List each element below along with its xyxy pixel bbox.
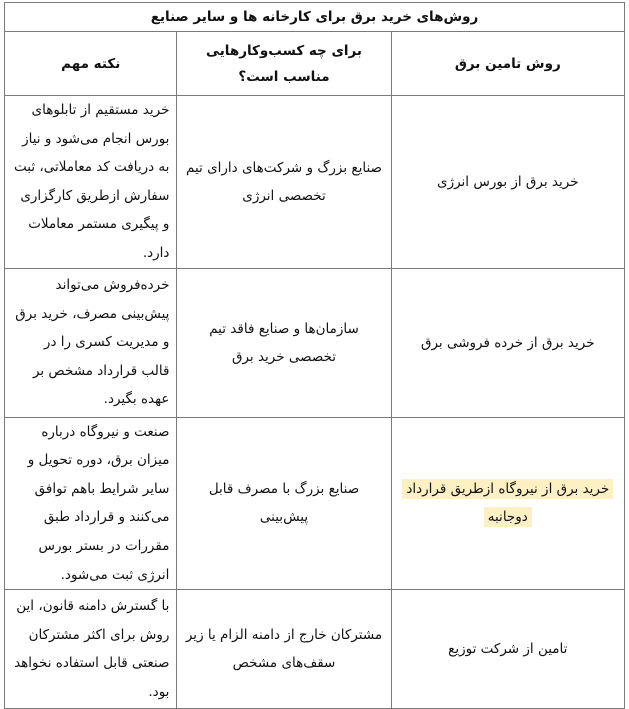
power-purchase-methods-table	[4, 2, 625, 709]
header-method: روش تامین برق	[391, 32, 624, 96]
table-title: روش‌های خرید برق برای کارخانه ها و سایر صنایع	[5, 3, 625, 32]
cell-note: صنعت و نیروگاه درباره میزان برق، دوره تحویل و سایر شرایط باهم توافق می‌کنند و قرارداد طبق مقررات در بستر بورس انرژی ثبت می‌شود.	[5, 417, 177, 590]
table-row	[5, 96, 625, 269]
cell-method-highlighted	[391, 417, 624, 590]
document-page	[4, 2, 625, 709]
header-suitable: برای چه کسب‌وکارهایی مناسب است؟	[177, 32, 391, 96]
cell-method: خرید برق از بورس انرژی	[391, 96, 624, 269]
cell-suitable: صنایع بزرگ با مصرف قابل پیش‌بینی	[177, 417, 391, 590]
table-header-row	[5, 32, 625, 96]
cell-note: با گسترش دامنه قانون، این روش برای اکثر مشترکان صنعتی قابل استفاده نخواهد بود.	[5, 590, 177, 709]
cell-suitable: صنایع بزرگ و شرکت‌های دارای تیم تخصصی انرژی	[177, 96, 391, 269]
table-title-row	[5, 3, 625, 32]
cell-method: تامین از شرکت توزیع	[391, 590, 624, 709]
table-row	[5, 417, 625, 590]
cell-note: خرده‌فروش می‌تواند پیش‌بینی مصرف، خرید برق و مدیریت کسری را در قالب قرارداد مشخص بر عهده بگیرد.	[5, 268, 177, 417]
highlighted-text: خرید برق از نیروگاه ازطریق قرارداد دوجانبه	[402, 479, 613, 527]
table-row	[5, 590, 625, 709]
cell-note: خرید مستقیم از تابلوهای بورس انجام می‌شود و نیاز به دریافت کد معاملاتی، ثبت سفارش ازطریق کارگزاری و پیگیری مستمر معاملات دارد.	[5, 96, 177, 269]
cell-suitable: مشترکان خارج از دامنه الزام یا زیر سقف‌های مشخص	[177, 590, 391, 709]
cell-method: خرید برق از خرده فروشی برق	[391, 268, 624, 417]
table-row	[5, 268, 625, 417]
cell-suitable: سازمان‌ها و صنایع فاقد تیم تخصصی خرید برق	[177, 268, 391, 417]
header-note: نکته مهم	[5, 32, 177, 96]
